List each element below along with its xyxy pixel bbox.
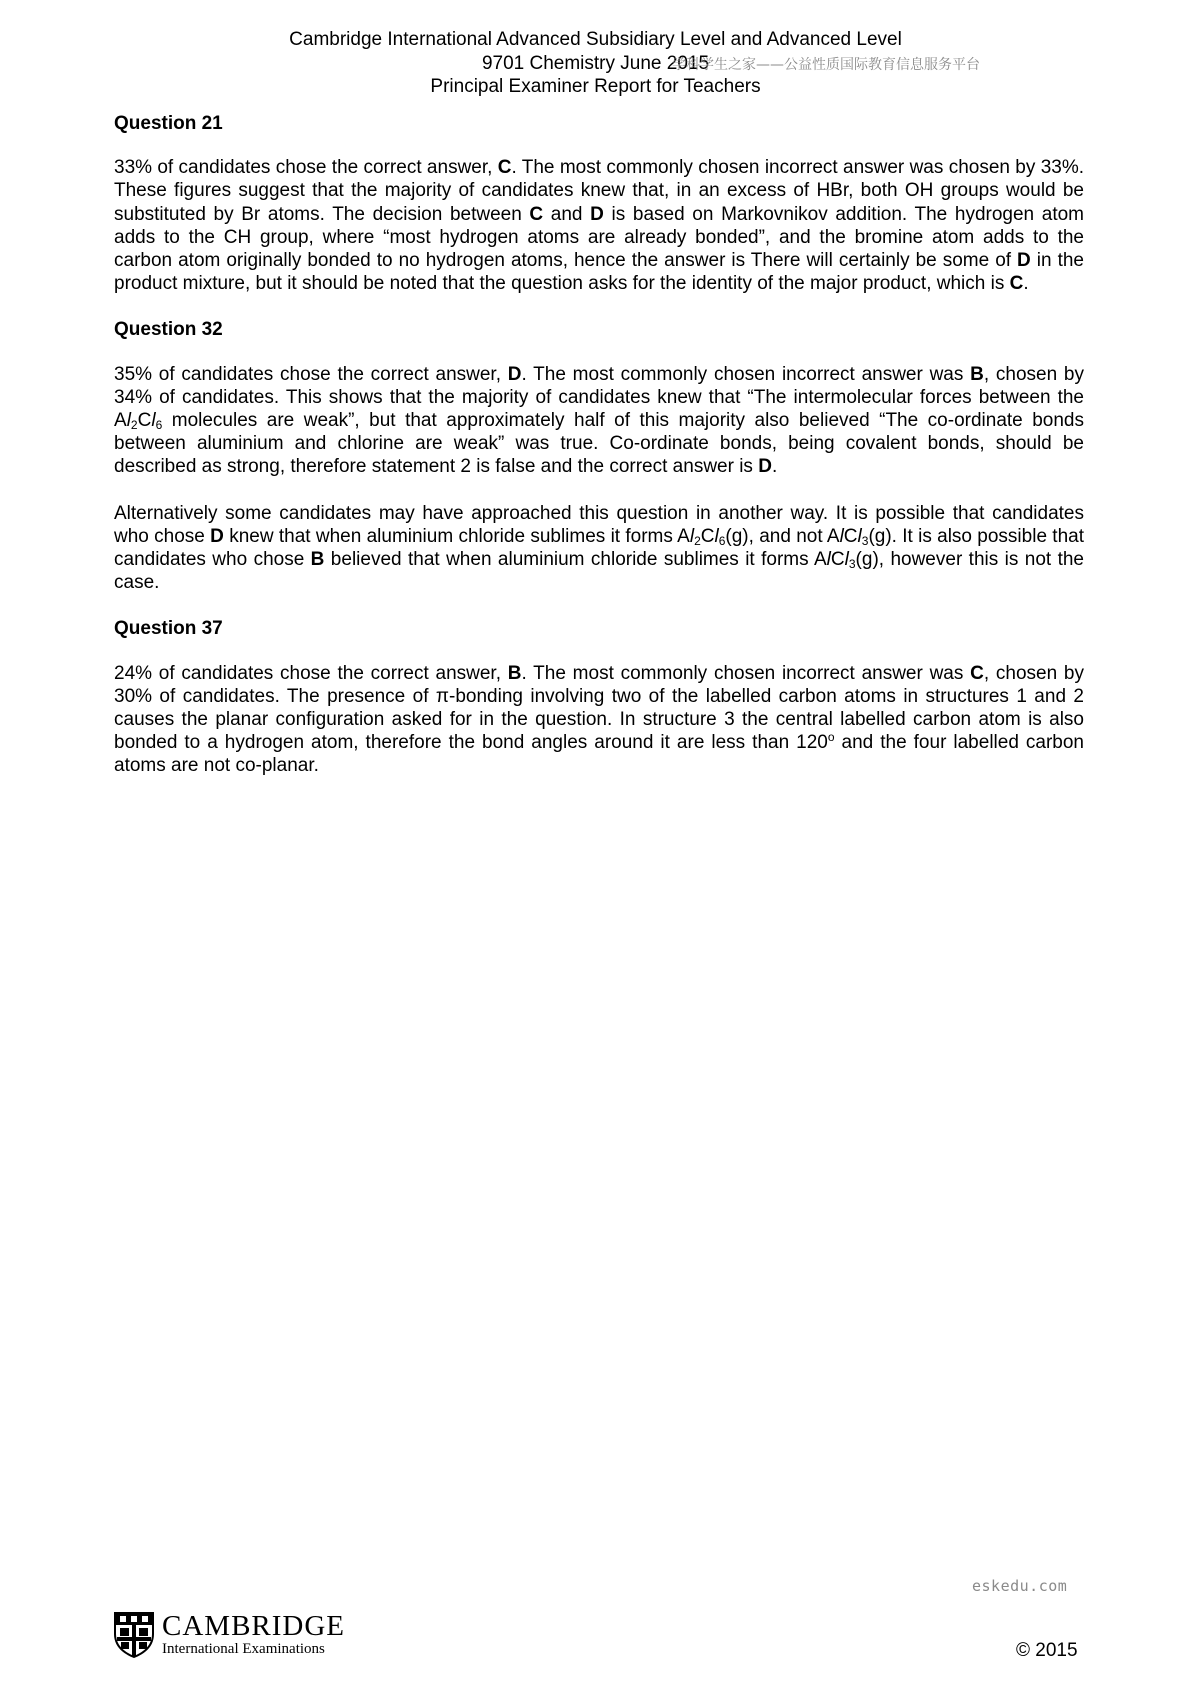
question-32-paragraph-1: 35% of candidates chose the correct answer, D. The most commonly chosen incorrect answer was B, chosen by 34% of candidates. This shows that the majority of candidates knew that “The intermolecular forces between the $Al_2Cl_6$ molecules are weak”, but that approximately half of this majority also believed “The co-ordinate bonds between aluminium and chlorine are weak” was true. Co-ordinate bonds, being covalent bonds, should be described as strong, therefore statement 2 is false and the correct answer is D. [114, 363, 1085, 478]
page-header [0, 28, 1191, 99]
site-url: eskedu.com [972, 1577, 1068, 1595]
question-21-paragraph: 33% of candidates chose the correct answer, C. The most commonly chosen incorrect answer was chosen by 33%. These figures suggest that the majority of candidates knew that, in an excess of HBr, both OH groups would be substituted by Br atoms. The decision between C and D is based on Markovnikov addition. The hydrogen atom adds to the CH group, where “most hydrogen atoms are already bonded”, and the bromine atom adds to the carbon atom originally bonded to no hydrogen atoms, hence the answer is There will certainly be some of D in the product mixture, but it should be noted that the question asks for the identity of the major product, which is C. [114, 157, 1085, 295]
header-line-2: 9701 Chemistry June 2015 [481, 52, 710, 74]
cambridge-logo [114, 1612, 345, 1658]
question-32-title: Question 32 [114, 319, 223, 341]
question-37-paragraph: 24% of candidates chose the correct answer, B. The most commonly chosen incorrect answer was C, chosen by 30% of candidates. The presence of π-bonding involving two of the labelled carbon atoms in structures 1 and 2 causes the planar configuration asked for in the question. In structure 3 the central labelled carbon atom is also bonded to a hydrogen atom, therefore the bond angles around it are less than 120$^o$ and the four labelled carbon atoms are not co-planar. [114, 662, 1085, 777]
question-37-title: Question 37 [114, 618, 223, 640]
header-line-1: Cambridge International Advanced Subsidiary Level and Advanced Level [289, 29, 902, 50]
logo-name: CAMBRIDGE [162, 1610, 346, 1642]
logo-subtitle: International Examinations [162, 1641, 325, 1657]
header-line-3: Principal Examiner Report for Teachers [430, 76, 761, 97]
cambridge-shield-icon [114, 1612, 154, 1658]
question-21-title: Question 21 [114, 113, 223, 134]
report-body [114, 112, 1084, 801]
copyright-text: © 2015 [1016, 1640, 1078, 1661]
question-32-paragraph-2: Alternatively some candidates may have approached this question in another way. It is possible that candidates who chose D knew that when aluminium chloride sublimes it forms $Al_2Cl_6(g)$, and not AlCl$_3$(g). It is also possible that candidates who chose B believed that when aluminium chloride sublimes it forms AlCl$_3$(g), however this is not the case. [114, 502, 1085, 594]
watermark-text: 学科学生之家——公益性质国际教育信息服务平台 [672, 57, 980, 73]
